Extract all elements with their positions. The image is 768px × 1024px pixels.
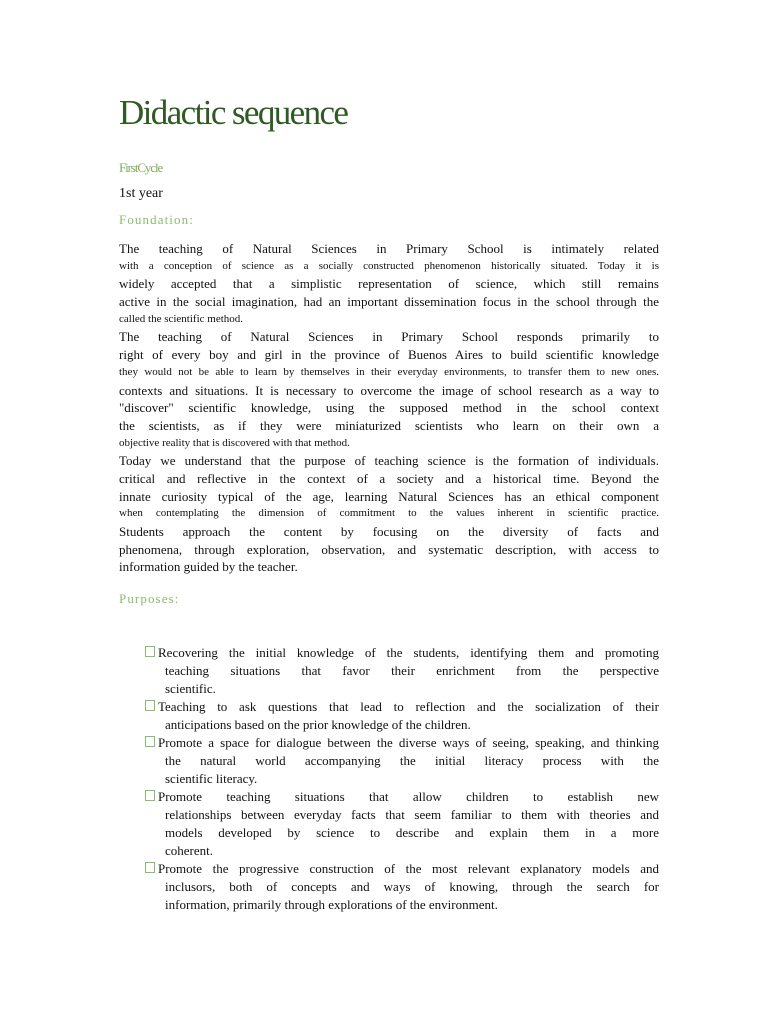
foundation-line: The teaching of Natural Sciences in Primary School responds primarily to xyxy=(119,329,659,345)
checkbox-bullet-icon xyxy=(145,736,155,747)
purpose-line: scientific literacy. xyxy=(165,771,258,786)
checkbox-bullet-icon xyxy=(145,646,155,657)
foundation-line: they would not be able to learn by themselves in their everyday environments, to transfer them to new ones. xyxy=(119,365,659,378)
foundation-text xyxy=(119,240,659,576)
foundation-line: "discover" scientific knowledge, using the supposed method in the school context xyxy=(119,400,659,416)
page-title: Didactic sequence xyxy=(119,93,348,132)
foundation-line: Students approach the content by focusing on the diversity of facts and xyxy=(119,524,659,539)
foundation-line: active in the social imagination, had an important dissemination focus in the school through the xyxy=(119,294,659,310)
foundation-line: Today we understand that the purpose of teaching science is the formation of individuals. xyxy=(119,453,659,469)
foundation-line: information guided by the teacher. xyxy=(119,559,298,575)
checkbox-bullet-icon xyxy=(145,862,155,873)
purpose-line: Promote the progressive construction of the most relevant explanatory models and xyxy=(158,861,659,876)
purpose-line: Promote teaching situations that allow children to establish new xyxy=(158,789,659,804)
foundation-line: widely accepted that a simplistic representation of science, which still remains xyxy=(119,276,659,292)
purpose-line: teaching situations that favor their enrichment from the perspective xyxy=(165,663,659,678)
checkbox-bullet-icon xyxy=(145,700,155,711)
purpose-item xyxy=(145,788,659,860)
purpose-item xyxy=(145,698,659,734)
purpose-line: relationships between everyday facts that seem familiar to them with theories and xyxy=(165,807,659,822)
purposes-heading: Purposes: xyxy=(119,591,180,606)
foundation-line: innate curiosity typical of the age, learning Natural Sciences has an ethical component xyxy=(119,488,659,504)
foundation-heading: Foundation: xyxy=(119,212,194,227)
foundation-line: critical and reflective in the context of a society and a historical time. Beyond the xyxy=(119,470,659,486)
purpose-line: coherent. xyxy=(165,843,214,858)
purpose-line: information, primarily through explorations of the environment. xyxy=(165,897,498,912)
purpose-item xyxy=(145,860,659,914)
foundation-line: The teaching of Natural Sciences in Primary School is intimately related xyxy=(119,241,659,256)
purpose-item xyxy=(145,734,659,788)
purpose-line: anticipations based on the prior knowledge of the children. xyxy=(165,717,471,732)
checkbox-bullet-icon xyxy=(145,790,155,801)
foundation-line: the scientists, as if they were miniaturized scientists who learn on their own a xyxy=(119,417,659,433)
foundation-line: when contemplating the dimension of commitment to the values inherent in scientific practice. xyxy=(119,507,659,520)
purpose-item xyxy=(145,644,659,698)
foundation-line: phenomena, through exploration, observation, and systematic description, with access to xyxy=(119,541,659,557)
purposes-list xyxy=(145,644,659,914)
cycle-label: FirstCycle xyxy=(119,160,163,175)
purpose-line: Promote a space for dialogue between the diverse ways of seeing, speaking, and thinking xyxy=(158,735,659,750)
foundation-line: called the scientific method. xyxy=(119,312,244,325)
purpose-line: Teaching to ask questions that lead to reflection and the socialization of their xyxy=(158,699,659,714)
year-label: 1st year xyxy=(119,186,163,201)
purpose-line: inclusors, both of concepts and ways of knowing, through the search for xyxy=(165,879,659,894)
foundation-line: with a conception of science as a socially constructed phenomenon historically situated. Today it is xyxy=(119,259,659,272)
purpose-line: models developed by science to describe and explain them in a more xyxy=(165,825,659,840)
foundation-line: contexts and situations. It is necessary to overcome the image of school research as a way to xyxy=(119,382,659,398)
foundation-line: right of every boy and girl in the province of Buenos Aires to build scientific knowledge xyxy=(119,347,659,363)
purpose-line: the natural world accompanying the initial literacy process with the xyxy=(165,753,659,768)
purpose-line: Recovering the initial knowledge of the students, identifying them and promoting xyxy=(158,645,659,660)
foundation-line: objective reality that is discovered with that method. xyxy=(119,436,350,449)
purpose-line: scientific. xyxy=(165,681,216,696)
